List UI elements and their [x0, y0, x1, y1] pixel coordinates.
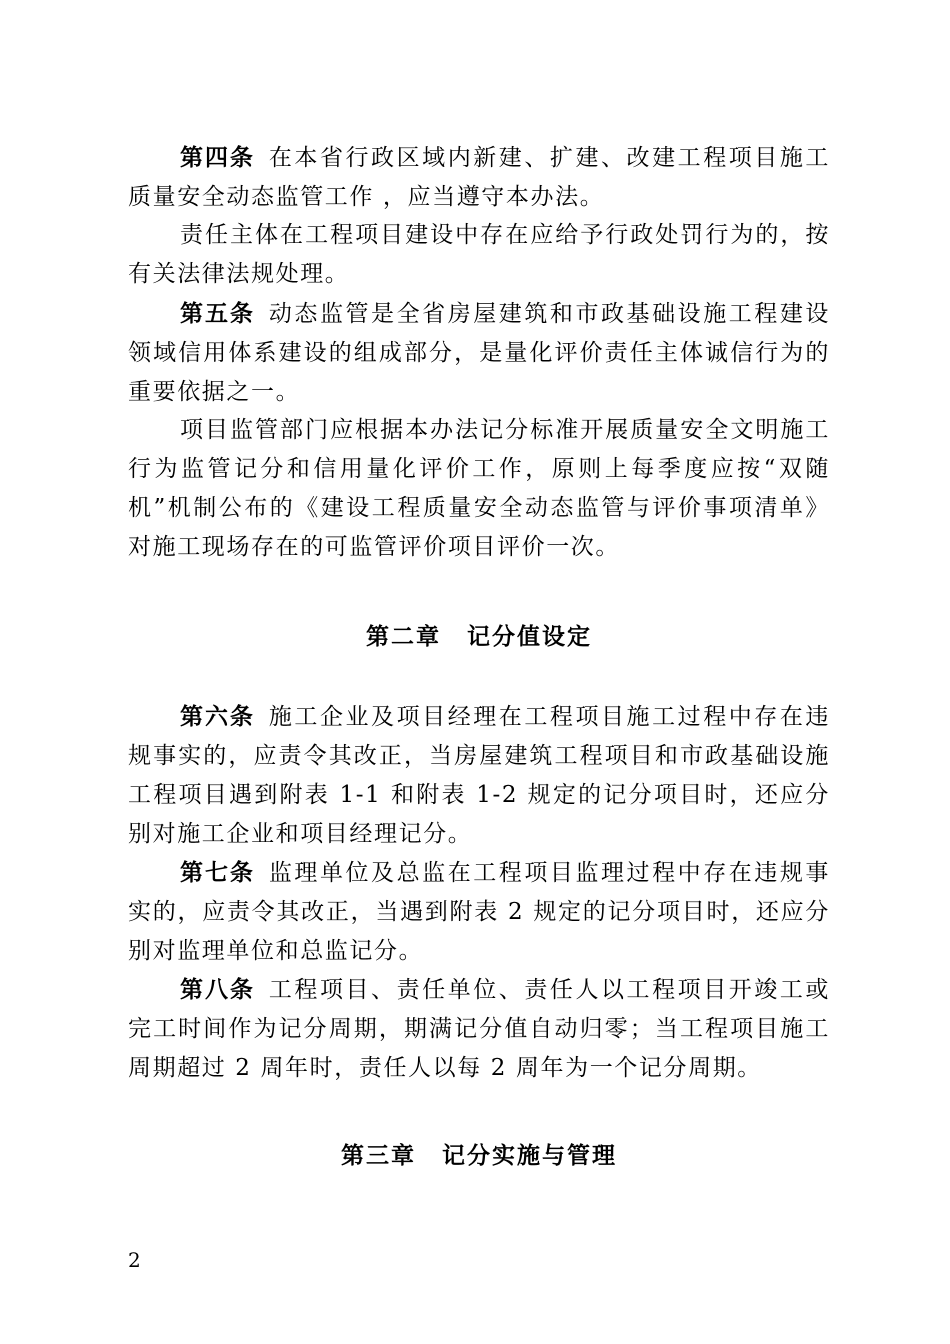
article-5 [128, 294, 830, 412]
chapter-heading [128, 618, 830, 651]
article-text: 动态监管是全省房屋建筑和市政基础设施工程建设领域信用体系建设的组成部分，是量化评价责任主体诚信行为的重要依据之一。 [128, 301, 831, 405]
article-6 [128, 697, 830, 854]
chapter-heading [128, 1137, 830, 1170]
article-text: 在本省行政区域内新建、扩建、改建工程项目施工质量安全动态监管工作 ，应当遵守本办法。 [128, 145, 831, 210]
paragraph-text: 责任主体在工程项目建设中存在应给予行政处罚行为的，按有关法律法规处理。 [128, 222, 830, 287]
chapter-number: 第三章 [341, 1142, 416, 1169]
article-7 [128, 853, 830, 971]
chapter-title: 记分值设定 [467, 623, 592, 650]
paragraph [128, 216, 830, 294]
article-text: 施工企业及项目经理在工程项目施工过程中存在违规事实的，应责令其改正，当房屋建筑工程项目和市政基础设施工程项目遇到附表 1-1 和附表 1-2 规定的记分项目时，还应分别对施工企业和项目经理记分。 [128, 704, 831, 847]
chapter-title: 记分实施与管理 [442, 1142, 617, 1169]
page-number: 2 [128, 1248, 141, 1272]
article-text: 工程项目、责任单位、责任人以工程项目开竣工或完工时间作为记分周期，期满记分值自动归零；当工程项目施工周期超过 2 周年时，责任人以每 2 周年为一个记分周期。 [128, 977, 831, 1081]
article-label: 第四条 [180, 144, 255, 171]
paragraph-text: 项目监管部门应根据本办法记分标准开展质量安全文明施工行为监管记分和信用量化评价工作，原则上每季度应按“双随机”机制公布的《建设工程质量安全动态监管与评价事项清单》对施工现场存在的可监管评价项目评价一次。 [128, 417, 830, 560]
article-label: 第八条 [180, 976, 255, 1003]
article-label: 第七条 [180, 859, 255, 886]
chapter-number: 第二章 [366, 623, 441, 650]
article-4 [128, 138, 830, 217]
article-label: 第五条 [180, 300, 255, 327]
paragraph [128, 411, 830, 567]
article-text: 监理单位及总监在工程项目监理过程中存在违规事实的，应责令其改正，当遇到附表 2 规定的记分项目时，还应分别对监理单位和总监记分。 [128, 860, 831, 964]
article-8 [128, 970, 830, 1088]
article-label: 第六条 [180, 703, 255, 730]
